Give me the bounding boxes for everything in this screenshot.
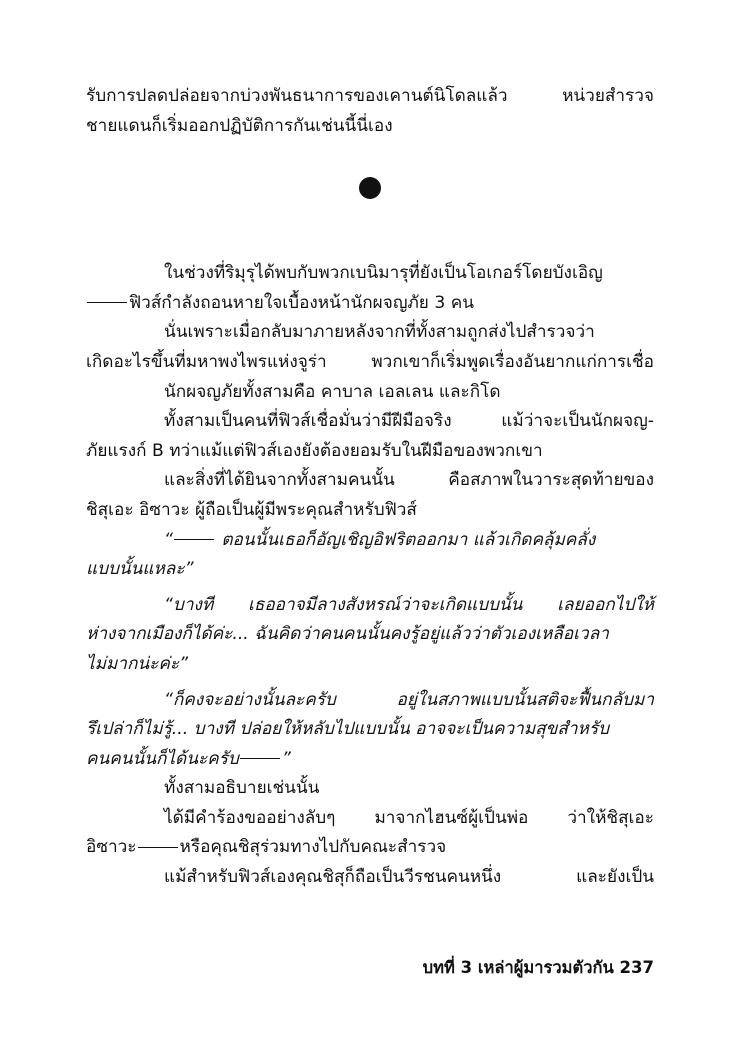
- text-line: ฟิวส์กำลังถอนหายใจเบื้องหน้านักผจญภัย 3 คน: [86, 289, 654, 319]
- em-dash: [240, 758, 280, 759]
- em-dash: [138, 847, 178, 848]
- text-line: ชายแดนก็เริ่มออกปฏิบัติการกันเช่นนี้นี่เอง: [86, 115, 393, 136]
- text-line: อิซาวะ หรือคุณชิสุร่วมทางไปกับคณะสำรวจ: [86, 837, 447, 858]
- text-line: และสิ่งที่ได้ยินจากทั้งสามคนนั้น คือสภาพในวาระสุดท้ายของ: [164, 470, 654, 491]
- text-line: ภัยแรงก์ B ทว่าแม้แต่ฟิวส์เองยังต้องยอมรับในฝีมือของพวกเขา: [86, 440, 543, 461]
- text-line: ในช่วงที่ริมุรุได้พบกับพวกเบนิมารุที่ยังเป็นโอเกอร์โดยบังเอิญ: [164, 263, 603, 284]
- dialogue-line: ไม่มากน่ะค่ะ”: [86, 653, 188, 674]
- text-line: ทั้งสามอธิบายเช่นนั้น: [164, 778, 320, 799]
- dialogue-line: “ ตอนนั้นเธอก็อัญเชิญอิฟริตออกมา แล้วเกิดคลุ้มคลั่ง: [164, 529, 596, 550]
- dialogue-line: คนคนนั้นก็ได้นะครับ ”: [86, 748, 291, 769]
- running-footer: บทที่ 3 เหล่าผู้มารวมตัวกัน 237: [422, 958, 654, 977]
- dialogue-line: แบบนั้นแหละ”: [86, 559, 194, 580]
- dialogue-line: ห่างจากเมืองก็ได้ค่ะ... ฉันคิดว่าคนคนนั้นคงรู้อยู่แล้วว่าตัวเองเหลือเวลา: [86, 624, 609, 645]
- dialogue-line: “บางที เธออาจมีลางสังหรณ์ว่าจะเกิดแบบนั้น เลยออกไปให้: [164, 594, 654, 615]
- text-line: ทั้งสามเป็นคนที่ฟิวส์เชื่อมั่นว่ามีฝีมือจริง แม้ว่าจะเป็นนักผจญ-: [164, 411, 654, 432]
- dialogue-line: “ก็คงจะอย่างนั้นละครับ อยู่ในสภาพแบบนั้นสติจะฟื้นกลับมา: [164, 689, 654, 710]
- text-line: ได้มีคำร้องขออย่างลับๆ มาจากไฮนซ์ผู้เป็นพ่อ ว่าให้ชิสุเอะ: [164, 807, 654, 828]
- section-break-bullet: [359, 177, 381, 199]
- text-line: นักผจญภัยทั้งสามคือ คาบาล เอลเลน และกิโด: [164, 381, 501, 402]
- dialogue-line: รึเปล่าก็ไม่รู้... บางที ปล่อยให้หลับไปแบบนั้น อาจจะเป็นความสุขสำหรับ: [86, 719, 610, 740]
- body-text: [86, 82, 654, 893]
- text-line: รับการปลดปล่อยจากบ่วงพันธนาการของเคานต์นิโดลแล้ว หน่วยสำรวจ: [86, 86, 654, 106]
- text-line: ชิสุเอะ อิซาวะ ผู้ถือเป็นผู้มีพระคุณสำหรับฟิวส์: [86, 499, 417, 520]
- text-line: นั่นเพราะเมื่อกลับมาภายหลังจากที่ทั้งสามถูกส่งไปสำรวจว่า: [164, 322, 595, 343]
- text-line: เกิดอะไรขึ้นที่มหาพงไพรแห่งจูร่า พวกเขาก็เริ่มพูดเรื่องอันยากแก่การเชื่อ: [86, 351, 654, 372]
- em-dash: [174, 539, 214, 540]
- em-dash: [87, 302, 127, 303]
- text-line: แม้สำหรับฟิวส์เองคุณชิสุก็ถือเป็นวีรชนคนหนึ่ง และยังเป็น: [164, 867, 654, 888]
